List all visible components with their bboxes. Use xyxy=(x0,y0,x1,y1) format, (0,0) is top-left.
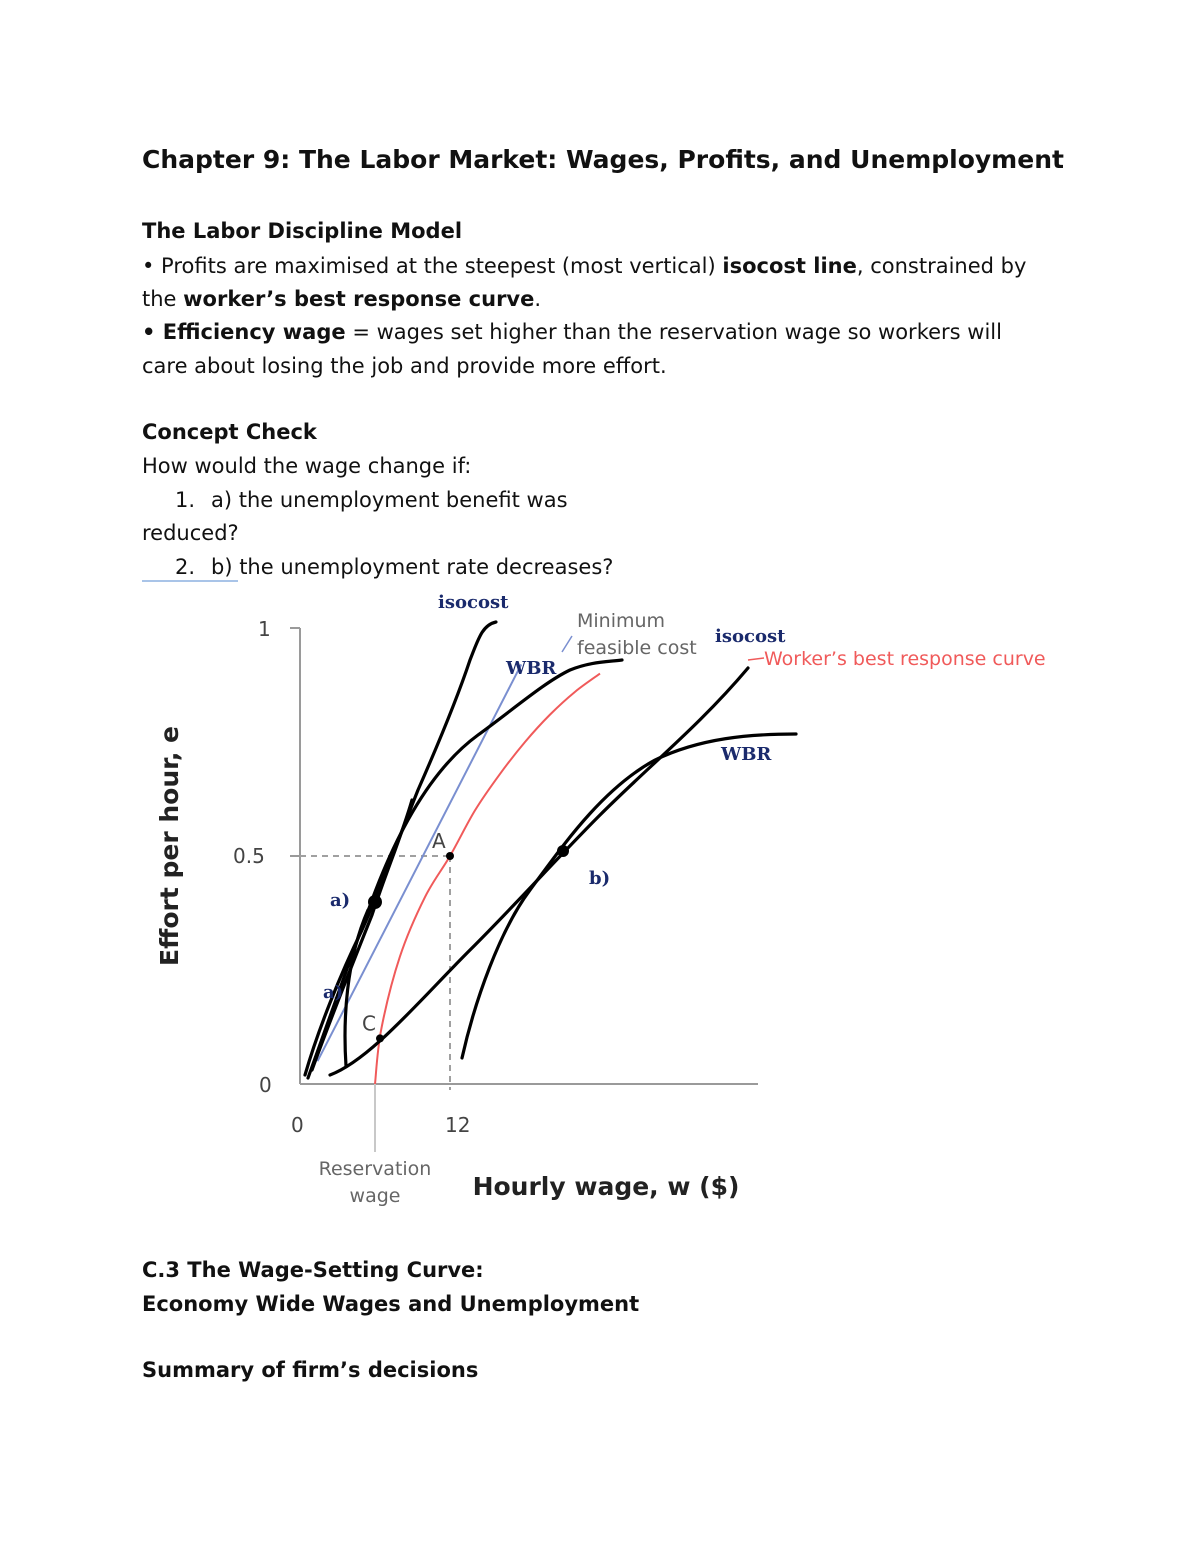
section-c3-heading: C.3 The Wage-Setting Curve: xyxy=(142,1258,484,1282)
y-tick-label-1: 1 xyxy=(258,617,271,641)
worker-best-response-curve xyxy=(375,674,600,1084)
y-tick-label-0: 0 xyxy=(259,1073,272,1097)
concept-check-question: How would the wage change if: xyxy=(142,454,472,478)
summary-heading: Summary of firm’s decisions xyxy=(142,1358,479,1382)
point-a-label: A xyxy=(432,829,446,853)
minimum-cost-label-2: feasible cost xyxy=(577,637,697,659)
minimum-cost-leader-line xyxy=(562,636,572,652)
isocost-label-2: isocost xyxy=(715,626,786,647)
wbr-label-1: WBR xyxy=(506,658,557,679)
efficiency-wage-definition: = wages set higher than the reservation wage so workers will xyxy=(345,320,1002,344)
bullet-profits-end: . xyxy=(534,287,542,311)
x-tick-label-12: 12 xyxy=(445,1113,471,1137)
concept-check-heading: Concept Check xyxy=(142,420,317,444)
point-c-label: C xyxy=(362,1011,376,1036)
minimum-cost-label-1: Minimum xyxy=(577,610,666,632)
list-item-1-continued: reduced? xyxy=(142,521,239,545)
wbr-label-2: WBR xyxy=(721,744,772,765)
handwritten-ink xyxy=(305,622,796,1078)
worker-curve-leader-line xyxy=(748,658,764,660)
reservation-wage-label-2: wage xyxy=(349,1185,401,1207)
worker-best-response-term: worker’s best response curve xyxy=(183,287,535,311)
bullet-profits-mid: , constrained by xyxy=(856,254,1027,278)
x-tick-label-0: 0 xyxy=(291,1113,304,1137)
y-tick-label-05: 0.5 xyxy=(233,844,265,868)
chapter-title: Chapter 9: The Labor Market: Wages, Profits, and Unemployment xyxy=(142,145,1064,174)
bullet-profits-line2-prefix: the xyxy=(142,287,184,311)
bullet-profits-text: • Profits are maximised at the steepest (most vertical) xyxy=(142,254,723,278)
handwritten-b-label: b) xyxy=(589,868,611,889)
point-a-new-equilibrium xyxy=(368,895,382,909)
isocost-curve-b xyxy=(330,668,748,1075)
isocost-line-term: isocost line xyxy=(722,254,857,278)
point-c-marker xyxy=(376,1034,384,1042)
y-axis-title: Effort per hour, e xyxy=(155,726,184,966)
handwritten-a-label: a) xyxy=(330,890,351,911)
wbr-curve-upper xyxy=(308,660,622,1078)
point-a-marker xyxy=(446,852,454,860)
list-item-1: a) the unemployment benefit was xyxy=(211,488,568,512)
point-b-new-equilibrium xyxy=(557,845,569,857)
reservation-wage-label-1: Reservation xyxy=(318,1158,432,1180)
x-axis-title: Hourly wage, w ($) xyxy=(472,1172,740,1201)
list-item-2: b) the unemployment rate decreases? xyxy=(211,555,614,579)
list-number-1: 1. xyxy=(175,488,196,512)
bullet-efficiency-line2: care about losing the job and provide more effort. xyxy=(142,354,667,378)
list-number-2: 2. xyxy=(175,555,196,579)
worker-best-response-label: Worker’s best response curve xyxy=(764,648,1046,670)
efficiency-wage-term: • Efficiency wage xyxy=(142,320,346,344)
wbr-curve-lower xyxy=(462,734,796,1058)
handwritten-a-label-2: a) xyxy=(323,982,344,1003)
section-heading-labor-discipline: The Labor Discipline Model xyxy=(142,219,463,243)
economy-wide-heading: Economy Wide Wages and Unemployment xyxy=(142,1292,640,1316)
isocost-label-1: isocost xyxy=(438,592,509,613)
